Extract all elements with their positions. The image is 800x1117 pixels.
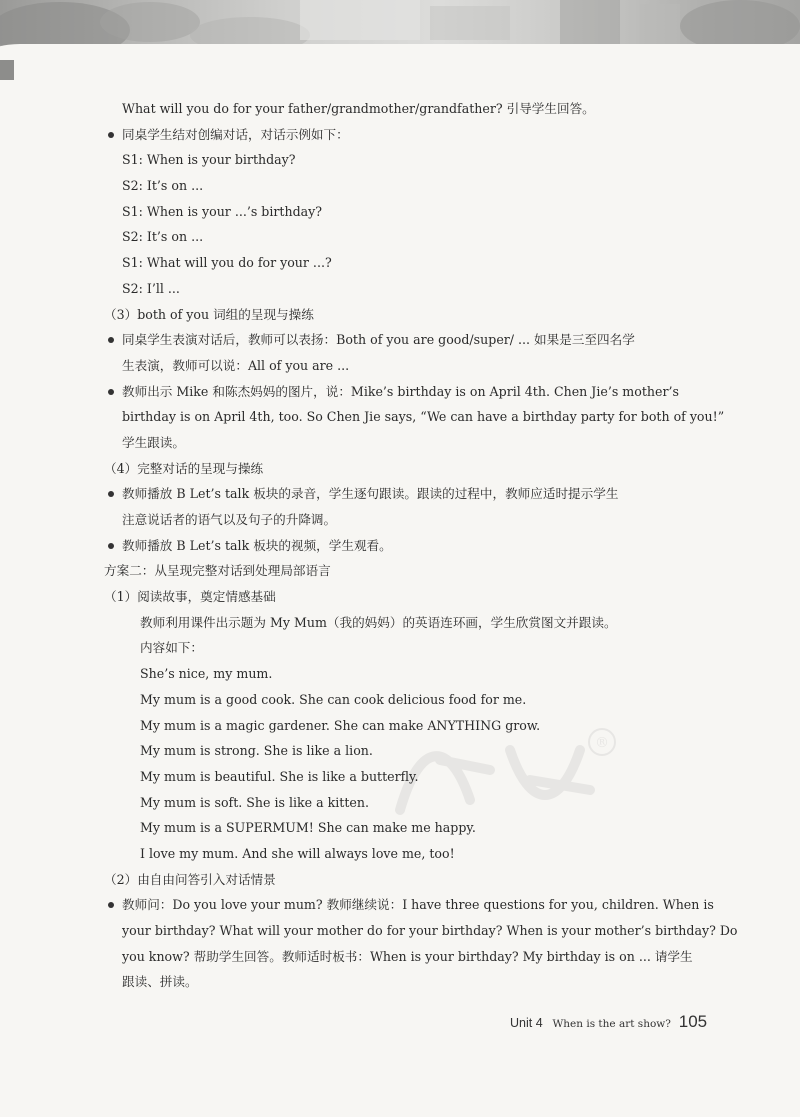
- page-number: 105: [678, 1012, 708, 1031]
- text-line: you know? 帮助学生回答。教师适时板书：When is your birthday? My birthday is on ... 请学生: [122, 948, 693, 964]
- text-line: （2）由自由问答引入对话情景: [104, 871, 276, 887]
- text-line: 跟读、拼读。: [122, 974, 198, 990]
- text-line: 学生跟读。: [122, 434, 185, 450]
- footer-unit: Unit 4: [510, 1016, 543, 1030]
- text-line: （4）完整对话的呈现与操练: [104, 460, 264, 476]
- text-line: My mum is strong. She is like a lion.: [140, 743, 373, 759]
- body-text: [104, 96, 738, 995]
- bullet-item: 同桌学生表演对话后，教师可以表扬：Both of you are good/super/ ... 如果是三至四名学: [104, 327, 724, 353]
- text-line: birthday is on April 4th, too. So Chen Jie says, “We can have a birthday party for both of you!”: [122, 409, 725, 425]
- text-line: 生表演，教师可以说：All of you are ...: [122, 357, 350, 373]
- footer-unit-title: When is the art show?: [552, 1018, 671, 1030]
- page-header-banner: [0, 0, 800, 74]
- text-line: S2: It’s on ...: [122, 178, 204, 194]
- text-line: She’s nice, my mum.: [140, 666, 273, 682]
- text-line: What will you do for your father/grandmother/grandfather? 引导学生回答。: [122, 101, 595, 116]
- text-line: 内容如下：: [140, 640, 203, 656]
- text-line: S1: When is your ...’s birthday?: [122, 203, 323, 219]
- text-line: 方案二：从呈现完整对话到处理局部语言: [104, 563, 331, 579]
- text-line: I love my mum. And she will always love me, too!: [140, 845, 455, 861]
- text-line: S2: I’ll ...: [122, 280, 180, 296]
- text-line: your birthday? What will your mother do for your birthday? When is your mother’s birthday? Do: [122, 923, 738, 938]
- page-footer: [510, 1012, 707, 1032]
- bullet-item: 同桌学生结对创编对话，对话示例如下：: [104, 122, 724, 148]
- left-edge-marker: [0, 60, 14, 80]
- text-line: （3）both of you 词组的呈现与操练: [104, 306, 314, 322]
- text-line: 注意说话者的语气以及句子的升降调。: [122, 512, 337, 527]
- text-line: My mum is soft. She is like a kitten.: [140, 794, 369, 810]
- bullet-item: 教师播放 B Let’s talk 板块的录音，学生逐句跟读。跟读的过程中，教师应适时提示学生: [104, 481, 724, 507]
- bullet-item: 教师播放 B Let’s talk 板块的视频，学生观看。: [104, 533, 724, 559]
- text-line: S1: What will you do for your ...?: [122, 255, 332, 271]
- bullet-item: 教师出示 Mike 和陈杰妈妈的图片，说：Mike’s birthday is on April 4th. Chen Jie’s mother’s: [104, 379, 724, 405]
- text-line: 教师利用课件出示题为 My Mum（我的妈妈）的英语连环画，学生欣赏图文并跟读。: [140, 614, 617, 630]
- registered-mark: ®: [595, 735, 609, 751]
- bullet-item: 教师问：Do you love your mum? 教师继续说：I have three questions for you, children. When is: [104, 892, 724, 918]
- text-line: My mum is a magic gardener. She can make ANYTHING grow.: [140, 717, 541, 733]
- text-line: （1）阅读故事，奠定情感基础: [104, 589, 276, 605]
- text-line: My mum is beautiful. She is like a butterfly.: [140, 768, 419, 784]
- text-line: My mum is a good cook. She can cook delicious food for me.: [140, 691, 527, 707]
- text-line: S2: It’s on ...: [122, 229, 204, 245]
- text-line: My mum is a SUPERMUM! She can make me happy.: [140, 820, 476, 836]
- text-line: S1: When is your birthday?: [122, 152, 296, 168]
